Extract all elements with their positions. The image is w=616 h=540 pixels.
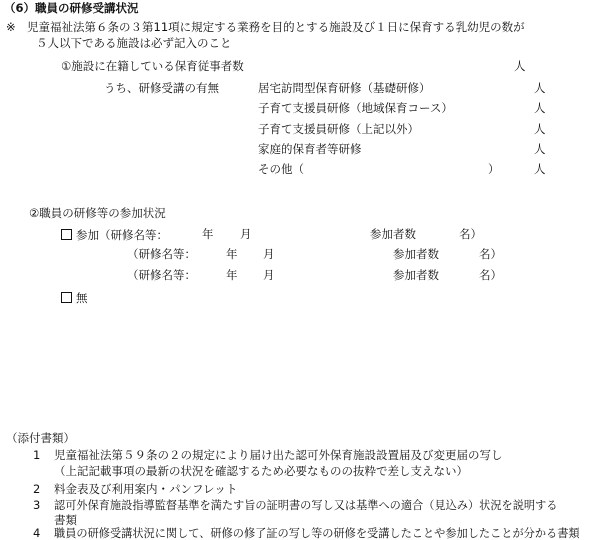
training-item-unit: 人 xyxy=(534,101,546,115)
participation-no-label: 無 xyxy=(76,291,88,305)
staff-count-label: ①施設に在籍している保育従事者数 xyxy=(61,59,244,73)
participants-unit: 名） xyxy=(479,247,502,261)
training-item-label: 子育て支援員研修（地域保育コース） xyxy=(258,101,453,115)
attachment-number: 3 xyxy=(33,498,41,512)
participants-unit: 名） xyxy=(459,227,482,241)
attachment-text: 料金表及び利用案内・パンフレット xyxy=(54,482,238,496)
training-item-unit: 人 xyxy=(534,142,546,156)
participants-unit: 名） xyxy=(479,268,502,282)
year-label: 年 xyxy=(226,268,238,282)
attachments-title: （添付書類） xyxy=(6,431,75,445)
participants-label: 参加者数 xyxy=(370,227,416,241)
note-line-2: ５人以下である施設は必ず記入のこと xyxy=(36,36,232,50)
participation-label: ②職員の研修等の参加状況 xyxy=(29,206,166,220)
training-item-label: 居宅訪問型保育研修（基礎研修） xyxy=(258,81,431,95)
month-label: 月 xyxy=(263,247,275,261)
attachment-text: 児童福祉法第５９条の２の規定により届け出た認可外保育施設設置届及び変更届の写し xyxy=(54,448,503,462)
year-label: 年 xyxy=(202,227,214,241)
section-title: （6）職員の研修受講状況 xyxy=(4,1,139,15)
staff-count-unit: 人 xyxy=(514,59,526,73)
attachment-number: 4 xyxy=(33,526,41,540)
participation-no-checkbox[interactable] xyxy=(61,292,72,303)
training-item-label: 子育て支援員研修（上記以外） xyxy=(258,122,419,136)
year-label: 年 xyxy=(226,247,238,261)
note-mark: ※ xyxy=(6,20,16,34)
training-item-label: その他（ xyxy=(258,162,304,176)
month-label: 月 xyxy=(240,227,252,241)
training-name-label: （研修名等： xyxy=(127,268,196,282)
training-item-unit: 人 xyxy=(534,122,546,136)
participation-yes-checkbox[interactable] xyxy=(61,229,72,240)
attachment-text: 職員の研修受講状況に関して、研修の修了証の写し等の研修を受講したことや参加したことが分かる書類 xyxy=(54,527,580,540)
attachment-text: （上記記載事項の最新の状況を確認するため必要なものの抜粋で差し支えない） xyxy=(54,464,468,478)
note-line-1: 児童福祉法第６条の３第11項に規定する業務を目的とする施設及び１日に保育する乳幼児の数が xyxy=(27,20,525,34)
training-item-unit: 人 xyxy=(534,81,546,95)
participation-yes-label: 参加（研修名等： xyxy=(76,228,168,242)
participation-yes-row xyxy=(61,229,168,242)
attachment-text: 認可外保育施設指導監督基準を満たす旨の証明書の写し又は基準への適合（見込み）状況を説明する xyxy=(54,499,558,512)
participants-label: 参加者数 xyxy=(393,247,439,261)
training-item-close-paren: ） xyxy=(488,162,500,176)
attachment-number: 1 xyxy=(33,448,41,462)
participation-no-row xyxy=(61,292,88,305)
attachment-text: 書類 xyxy=(54,513,77,527)
month-label: 月 xyxy=(263,268,275,282)
training-item-unit: 人 xyxy=(534,162,546,176)
training-item-label: 家庭的保育者等研修 xyxy=(258,142,362,156)
attachment-number: 2 xyxy=(33,482,41,496)
participants-label: 参加者数 xyxy=(393,268,439,282)
training-sub-label: うち、研修受講の有無 xyxy=(104,81,219,95)
training-name-label: （研修名等： xyxy=(127,247,196,261)
